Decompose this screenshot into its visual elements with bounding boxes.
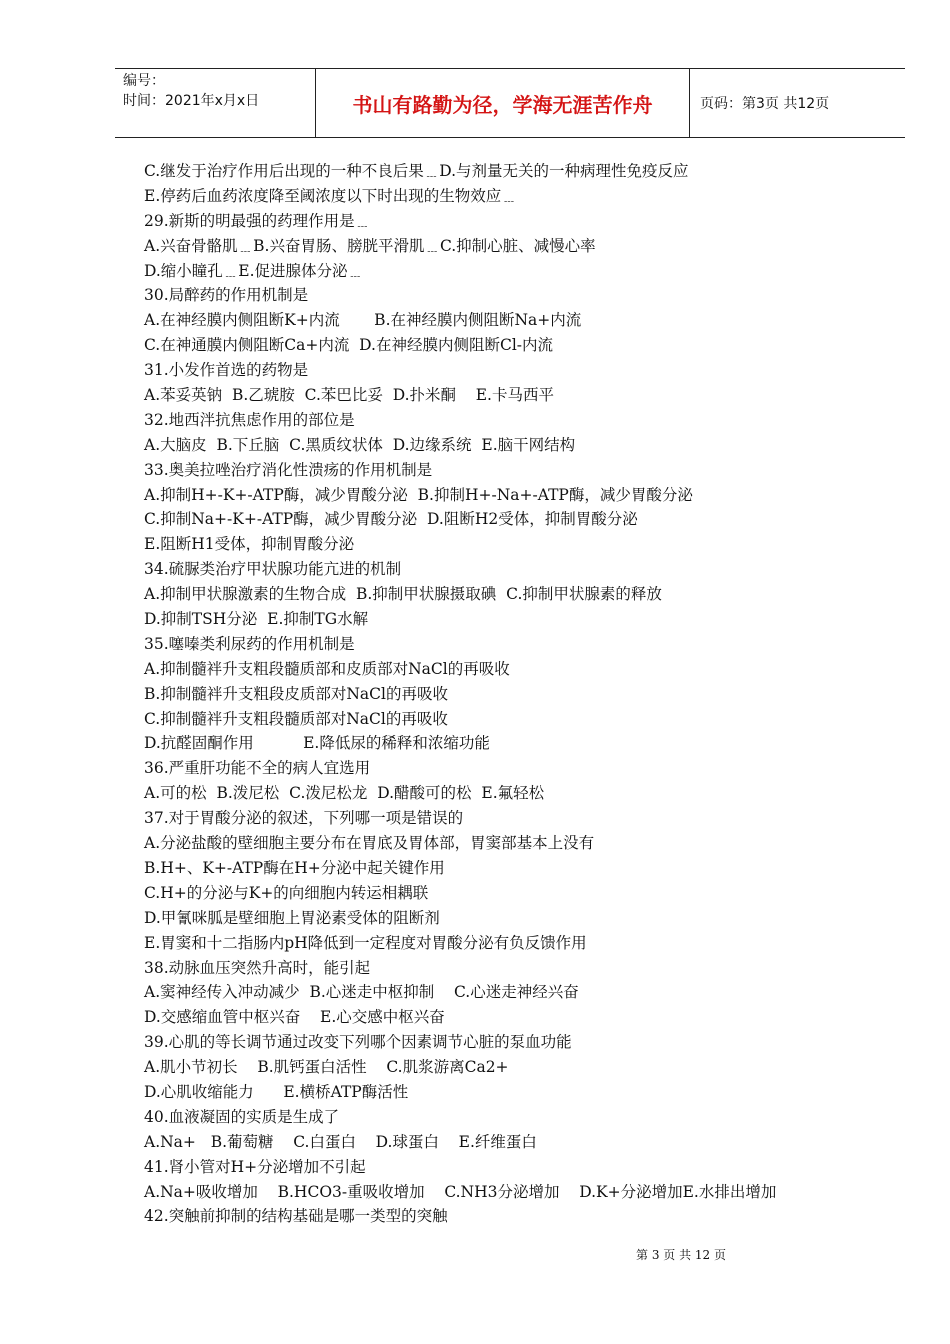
header-page-info: 页码：第3页 共12页 xyxy=(700,96,830,112)
text-line: B.抑制髓袢升支粗段皮质部对NaCl的再吸收 xyxy=(144,684,448,703)
text-line: 33.奥美拉唑治疗消化性溃疡的作用机制是 xyxy=(144,460,433,479)
text-line: 32.地西泮抗焦虑作用的部位是 xyxy=(144,410,355,429)
text-line: 36.严重肝功能不全的病人宜选用 xyxy=(144,759,371,778)
text-line: A.窦神经传入冲动减少 B.心迷走中枢抑制 C.心迷走神经兴奋 xyxy=(144,983,579,1002)
text-line: 34.硫脲类治疗甲状腺功能亢进的机制 xyxy=(144,560,402,579)
text-line: 38.动脉血压突然升高时，能引起 xyxy=(144,958,371,977)
text-line: A.大脑皮 B.下丘脑 C.黑质纹状体 D.边缘系统 E.脑干网结构 xyxy=(144,435,576,454)
text-line: 37.对于胃酸分泌的叙述，下列哪一项是错误的 xyxy=(144,809,464,828)
text-line: A.Na+ B.葡萄糖 C.白蛋白 D.球蛋白 E.纤维蛋白 xyxy=(144,1132,537,1151)
text-line: A.肌小节初长 B.肌钙蛋白活性 C.肌浆游离Ca2+ xyxy=(144,1058,509,1077)
page-footer: 第 3 页 共 12 页 xyxy=(636,1248,726,1262)
text-line: D.交感缩血管中枢兴奋 E.心交感中枢兴奋 xyxy=(144,1008,445,1027)
text-line: 40.血液凝固的实质是生成了 xyxy=(144,1107,340,1126)
text-line: 29.新斯的明最强的药理作用是﹍ xyxy=(144,211,371,230)
page-header xyxy=(115,68,905,138)
document-body xyxy=(144,159,924,1229)
text-line: A.在神经膜内侧阻断K+内流 B.在神经膜内侧阻断Na+内流 xyxy=(144,311,582,330)
text-line: A.可的松 B.泼尼松 C.泼尼松龙 D.醋酸可的松 E.氟轻松 xyxy=(144,784,545,803)
text-line: 39.心肌的等长调节通过改变下列哪个因素调节心脏的泵血功能 xyxy=(144,1033,572,1052)
text-line: A.抑制甲状腺激素的生物合成 B.抑制甲状腺摄取碘 C.抑制甲状腺素的释放 xyxy=(144,585,662,604)
text-line: D.缩小瞳孔﹍E.促进腺体分泌﹍ xyxy=(144,261,364,280)
text-line: C.继发于治疗作用后出现的一种不良后果﹍D.与剂量无关的一种病理性免疫反应 xyxy=(144,162,689,180)
text-line: A.抑制髓袢升支粗段髓质部和皮质部对NaCl的再吸收 xyxy=(144,659,510,678)
text-line: 41.肾小管对H+分泌增加不引起 xyxy=(144,1157,366,1176)
text-line: A.苯妥英钠 B.乙琥胺 C.苯巴比妥 D.扑米酮 E.卡马西平 xyxy=(144,386,554,405)
text-line: A.Na+吸收增加 B.HCO3-重吸收增加 C.NH3分泌增加 D.K+分泌增加E.水排出增加 xyxy=(144,1182,777,1201)
document-number-label: 编号： xyxy=(123,73,165,89)
text-line: D.抗醛固酮作用 E.降低尿的稀释和浓缩功能 xyxy=(144,734,490,753)
text-line: 42.突触前抑制的结构基础是哪一类型的突触 xyxy=(144,1207,448,1226)
text-line: A.分泌盐酸的壁细胞主要分布在胃底及胃体部，胃窦部基本上没有 xyxy=(144,834,595,853)
text-line: 31.小发作首选的药物是 xyxy=(144,361,309,380)
text-line: 30.局醉药的作用机制是 xyxy=(144,286,309,305)
text-line: D.心肌收缩能力 E.横桥ATP酶活性 xyxy=(144,1082,409,1101)
text-line: E.停药后血药浓度降至阈浓度以下时出现的生物效应﹍ xyxy=(144,186,517,205)
header-motto: 书山有路勤为径，学海无涯苦作舟 xyxy=(315,69,690,137)
text-line: D.抑制TSH分泌 E.抑制TG水解 xyxy=(144,610,369,629)
document-time-label: 时间：2021年x月x日 xyxy=(123,93,260,109)
text-line: E.胃窦和十二指肠内pH降低到一定程度对胃酸分泌有负反馈作用 xyxy=(144,933,587,952)
text-line: A.抑制H+-K+-ATP酶，减少胃酸分泌 B.抑制H+-Na+-ATP酶，减少胃酸分泌 xyxy=(144,485,693,504)
text-line: C.抑制Na+-K+-ATP酶，减少胃酸分泌 D.阻断H2受体，抑制胃酸分泌 xyxy=(144,510,638,529)
text-line: D.甲氰咪胍是壁细胞上胃泌素受体的阻断剂 xyxy=(144,908,440,927)
text-line: C.在神通膜内侧阻断Ca+内流 D.在神经膜内侧阻断Cl-内流 xyxy=(144,336,554,355)
text-line: C.抑制髓袢升支粗段髓质部对NaCl的再吸收 xyxy=(144,709,448,728)
text-line: 35.噻嗪类利尿药的作用机制是 xyxy=(144,634,355,653)
header-left-cell xyxy=(115,69,315,137)
text-line: E.阻断H1受体，抑制胃酸分泌 xyxy=(144,535,355,554)
text-line: C.H+的分泌与K+的向细胞内转运相耦联 xyxy=(144,883,429,902)
text-line: B.H+、K+-ATP酶在H+分泌中起关键作用 xyxy=(144,858,445,877)
text-line: A.兴奋骨骼肌﹍B.兴奋胃肠、膀胱平滑肌﹍C.抑制心脏、减慢心率 xyxy=(144,236,596,255)
